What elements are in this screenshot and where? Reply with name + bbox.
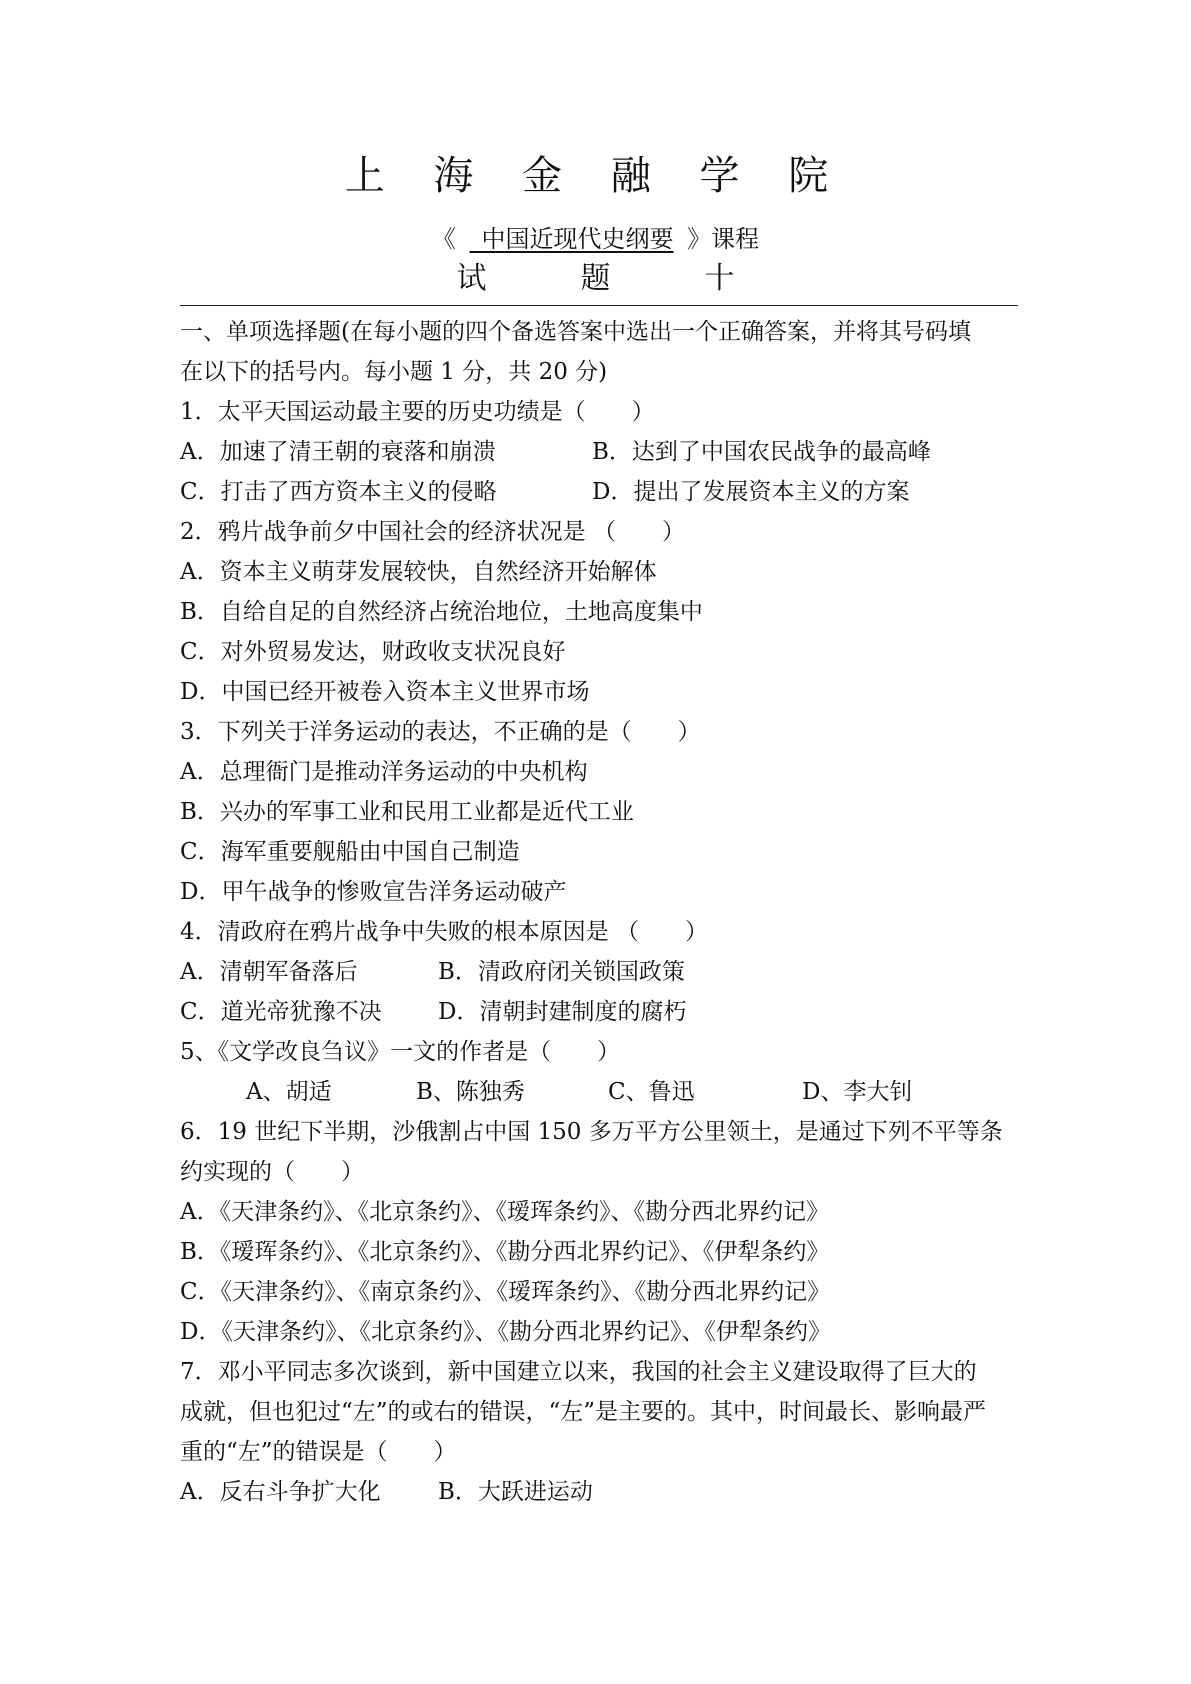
option-d: D．中国已经开被卷入资本主义世界市场 (180, 679, 590, 705)
question-stem: 约实现的（ ） (180, 1159, 364, 1185)
option-row (180, 1072, 1010, 1112)
option-row (180, 472, 1010, 512)
course-name: _中国近现代史纲要 (469, 225, 674, 253)
exam-title-part: 试 (456, 261, 487, 296)
question-stem: 7．邓小平同志多次谈到，新中国建立以来，我国的社会主义建设取得了巨大的 (180, 1359, 977, 1385)
option-b: B．清政府闭关锁国政策 (438, 959, 685, 985)
option-a: A．反右斗争扩大化 (180, 1479, 381, 1505)
question-stem: 1．太平天国运动最主要的历史功绩是（ ） (180, 399, 655, 425)
option-b: B．自给自足的自然经济占统治地位，土地高度集中 (180, 599, 703, 625)
exam-title-part: 十 (704, 261, 735, 296)
section-heading: 在以下的括号内。每小题 1 分，共 20 分) (180, 359, 608, 385)
option-b: B、陈独秀 (416, 1079, 525, 1105)
option-row (180, 432, 1010, 472)
option-a: A．清朝军备落后 (180, 959, 358, 985)
option-d: D．甲午战争的惨败宣告洋务运动破产 (180, 879, 567, 905)
option-b: B．兴办的军事工业和民用工业都是近代工业 (180, 799, 634, 825)
option-row (180, 952, 1010, 992)
question-stem: 重的“左”的错误是（ ） (180, 1439, 457, 1465)
question-stem: 6．19 世纪下半期，沙俄割占中国 150 多万平方公里领土，是通过下列不平等条 (180, 1119, 1003, 1145)
option-c: C．对外贸易发达，财政收支状况良好 (180, 639, 566, 665)
option-d: D、李大钊 (802, 1079, 913, 1105)
option-d: D．《天津条约》、《北京条约》、《勘分西北界约记》、《伊犁条约》 (180, 1319, 831, 1345)
option-c: C、鲁迅 (608, 1079, 695, 1105)
section-heading: 一、单项选择题(在每小题的四个备选答案中选出一个正确答案，并将其号码填 (180, 319, 971, 345)
question-stem: 5、《文学改良刍议》一文的作者是（ ） (180, 1039, 621, 1065)
exam-title-part: 题 (580, 261, 611, 296)
course-line (0, 222, 1191, 256)
option-a: A．资本主义萌芽发展较快，自然经济开始解体 (180, 559, 657, 585)
question-stem: 成就，但也犯过“左”的或右的错误，“左”是主要的。其中，时间最长、影响最严 (180, 1399, 987, 1425)
option-a: A．总理衙门是推动洋务运动的中央机构 (180, 759, 588, 785)
course-suffix: 》课程 (687, 225, 760, 253)
question-stem: 2．鸦片战争前夕中国社会的经济状况是 （ ） (180, 519, 685, 545)
option-b: B．大跃进运动 (438, 1479, 593, 1505)
option-c: C．海军重要舰船由中国自己制造 (180, 839, 520, 865)
option-d: D．清朝封建制度的腐朽 (438, 999, 687, 1025)
option-row (180, 1472, 1010, 1512)
course-prefix: 《 (431, 225, 456, 253)
header-divider (180, 305, 1018, 306)
question-stem: 4．清政府在鸦片战争中失败的根本原因是 （ ） (180, 919, 708, 945)
option-b: B．《瑷珲条约》、《北京条约》、《勘分西北界约记》、《伊犁条约》 (180, 1239, 830, 1265)
option-d: D．提出了发展资本主义的方案 (592, 479, 910, 505)
option-a: A、胡适 (246, 1079, 332, 1105)
option-row (180, 992, 1010, 1032)
option-c: C．打击了西方资本主义的侵略 (180, 479, 497, 505)
exam-body (180, 312, 1010, 1512)
option-a: A．《天津条约》、《北京条约》、《瑷珲条约》、《勘分西北界约记》 (180, 1199, 830, 1225)
option-a: A．加速了清王朝的衰落和崩溃 (180, 439, 496, 465)
school-title: 上 海 金 融 学 院 (344, 153, 847, 199)
question-stem: 3．下列关于洋务运动的表达，不正确的是（ ） (180, 719, 701, 745)
exam-title (0, 258, 1191, 300)
option-c: C．道光帝犹豫不决 (180, 999, 382, 1025)
option-c: C．《天津条约》、《南京条约》、《瑷珲条约》、《勘分西北界约记》 (180, 1279, 831, 1305)
option-b: B．达到了中国农民战争的最高峰 (592, 439, 931, 465)
